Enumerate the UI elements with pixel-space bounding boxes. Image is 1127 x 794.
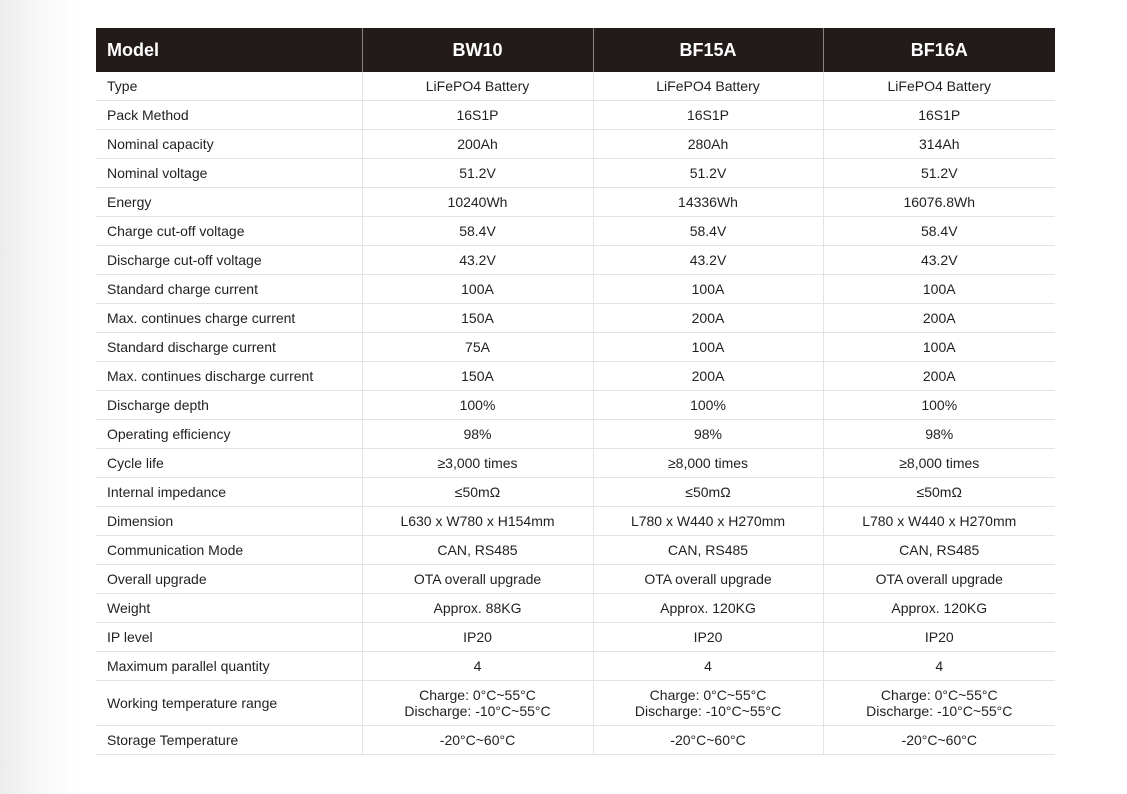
row-label: Energy	[96, 188, 362, 217]
cell-bf16a: 16076.8Wh	[823, 188, 1055, 217]
cell-bf15a: 16S1P	[593, 101, 823, 130]
table-row	[96, 565, 1055, 594]
row-label: Discharge depth	[96, 391, 362, 420]
cell-bw10: OTA overall upgrade	[362, 565, 593, 594]
table-row	[96, 188, 1055, 217]
cell-bw10: 100%	[362, 391, 593, 420]
cell-bw10: 98%	[362, 420, 593, 449]
table-row	[96, 652, 1055, 681]
row-label: Standard discharge current	[96, 333, 362, 362]
charge-range: Charge: 0°C~55°C	[649, 687, 767, 703]
cell-bf16a	[823, 681, 1055, 726]
table-row	[96, 478, 1055, 507]
table-row-storage-temperature	[96, 726, 1055, 755]
cell-bf16a: 100A	[823, 275, 1055, 304]
cell-bf15a: Approx. 120KG	[593, 594, 823, 623]
row-label: Max. continues charge current	[96, 304, 362, 333]
table-row	[96, 72, 1055, 101]
cell-bf16a: 16S1P	[823, 101, 1055, 130]
row-label: Weight	[96, 594, 362, 623]
cell-bf16a: 4	[823, 652, 1055, 681]
cell-bf16a: -20°C~60°C	[823, 726, 1055, 755]
table-row	[96, 246, 1055, 275]
cell-bw10: 150A	[362, 304, 593, 333]
cell-bf15a: -20°C~60°C	[593, 726, 823, 755]
table-row	[96, 507, 1055, 536]
row-label: Pack Method	[96, 101, 362, 130]
table-row	[96, 275, 1055, 304]
spec-table	[96, 28, 1055, 755]
row-label: Dimension	[96, 507, 362, 536]
cell-bw10: 43.2V	[362, 246, 593, 275]
table-row	[96, 333, 1055, 362]
table-row-working-temperature	[96, 681, 1055, 726]
spec-table-body	[96, 72, 1055, 755]
cell-bw10: Approx. 88KG	[362, 594, 593, 623]
cell-bf16a: OTA overall upgrade	[823, 565, 1055, 594]
cell-bf15a: 43.2V	[593, 246, 823, 275]
cell-bf16a: Approx. 120KG	[823, 594, 1055, 623]
cell-bw10: 200Ah	[362, 130, 593, 159]
cell-bw10: -20°C~60°C	[362, 726, 593, 755]
cell-bf15a: 280Ah	[593, 130, 823, 159]
table-row	[96, 420, 1055, 449]
table-row	[96, 304, 1055, 333]
cell-bf16a: 100%	[823, 391, 1055, 420]
table-row	[96, 362, 1055, 391]
cell-bf16a: 200A	[823, 304, 1055, 333]
header-bf16a: BF16A	[823, 28, 1055, 72]
cell-bw10: 58.4V	[362, 217, 593, 246]
row-label: Overall upgrade	[96, 565, 362, 594]
cell-bf15a: CAN, RS485	[593, 536, 823, 565]
row-label: Storage Temperature	[96, 726, 362, 755]
table-row	[96, 594, 1055, 623]
row-label: Communication Mode	[96, 536, 362, 565]
header-model: Model	[96, 28, 362, 72]
header-bf15a: BF15A	[593, 28, 823, 72]
cell-bw10: 16S1P	[362, 101, 593, 130]
cell-bf16a: 43.2V	[823, 246, 1055, 275]
row-label: Operating efficiency	[96, 420, 362, 449]
cell-bw10: IP20	[362, 623, 593, 652]
row-label: Nominal voltage	[96, 159, 362, 188]
cell-bf16a: 98%	[823, 420, 1055, 449]
cell-bf16a: 314Ah	[823, 130, 1055, 159]
cell-bf15a: L780 x W440 x H270mm	[593, 507, 823, 536]
cell-bf15a: OTA overall upgrade	[593, 565, 823, 594]
cell-bw10: CAN, RS485	[362, 536, 593, 565]
cell-bf16a: 51.2V	[823, 159, 1055, 188]
table-row	[96, 217, 1055, 246]
row-label: Cycle life	[96, 449, 362, 478]
cell-bw10: 100A	[362, 275, 593, 304]
table-row	[96, 449, 1055, 478]
cell-bf15a: ≤50mΩ	[593, 478, 823, 507]
cell-bf15a: 100%	[593, 391, 823, 420]
cell-bf15a: IP20	[593, 623, 823, 652]
cell-bf16a: 200A	[823, 362, 1055, 391]
spec-table-header	[96, 28, 1055, 72]
cell-bf15a: 200A	[593, 304, 823, 333]
row-label: Discharge cut-off voltage	[96, 246, 362, 275]
table-row	[96, 130, 1055, 159]
cell-bf15a: 100A	[593, 333, 823, 362]
cell-bw10: 150A	[362, 362, 593, 391]
table-row	[96, 623, 1055, 652]
left-edge-shade	[0, 0, 78, 794]
cell-bf15a: LiFePO4 Battery	[593, 72, 823, 101]
cell-bf16a: CAN, RS485	[823, 536, 1055, 565]
cell-bw10: 75A	[362, 333, 593, 362]
discharge-range: Discharge: -10°C~55°C	[404, 703, 551, 719]
cell-bf16a: ≥8,000 times	[823, 449, 1055, 478]
cell-bw10: ≥3,000 times	[362, 449, 593, 478]
cell-bf15a: 51.2V	[593, 159, 823, 188]
row-label: Internal impedance	[96, 478, 362, 507]
row-label: Working temperature range	[96, 681, 362, 726]
row-label: Max. continues discharge current	[96, 362, 362, 391]
cell-bf15a: 98%	[593, 420, 823, 449]
cell-bf15a: ≥8,000 times	[593, 449, 823, 478]
header-row	[96, 28, 1055, 72]
row-label: Maximum parallel quantity	[96, 652, 362, 681]
header-bw10: BW10	[362, 28, 593, 72]
cell-bf15a: 200A	[593, 362, 823, 391]
cell-bf15a: 14336Wh	[593, 188, 823, 217]
cell-bf16a: 58.4V	[823, 217, 1055, 246]
cell-bf16a: 100A	[823, 333, 1055, 362]
table-row	[96, 536, 1055, 565]
row-label: Nominal capacity	[96, 130, 362, 159]
cell-bw10: LiFePO4 Battery	[362, 72, 593, 101]
charge-range: Charge: 0°C~55°C	[419, 687, 536, 703]
cell-bw10: ≤50mΩ	[362, 478, 593, 507]
row-label: Type	[96, 72, 362, 101]
cell-bw10: 10240Wh	[362, 188, 593, 217]
discharge-range: Discharge: -10°C~55°C	[866, 703, 1013, 719]
cell-bf15a: 4	[593, 652, 823, 681]
row-label: Standard charge current	[96, 275, 362, 304]
row-label: Charge cut-off voltage	[96, 217, 362, 246]
discharge-range: Discharge: -10°C~55°C	[634, 703, 782, 719]
cell-bf15a	[593, 681, 823, 726]
table-row	[96, 391, 1055, 420]
cell-bf16a: L780 x W440 x H270mm	[823, 507, 1055, 536]
cell-bf16a: ≤50mΩ	[823, 478, 1055, 507]
cell-bf16a: LiFePO4 Battery	[823, 72, 1055, 101]
row-label: IP level	[96, 623, 362, 652]
cell-bf15a: 100A	[593, 275, 823, 304]
cell-bw10: 51.2V	[362, 159, 593, 188]
cell-bw10: L630 x W780 x H154mm	[362, 507, 593, 536]
table-row	[96, 159, 1055, 188]
charge-range: Charge: 0°C~55°C	[880, 687, 998, 703]
cell-bf15a: 58.4V	[593, 217, 823, 246]
cell-bw10: 4	[362, 652, 593, 681]
cell-bw10	[362, 681, 593, 726]
cell-bf16a: IP20	[823, 623, 1055, 652]
table-row	[96, 101, 1055, 130]
